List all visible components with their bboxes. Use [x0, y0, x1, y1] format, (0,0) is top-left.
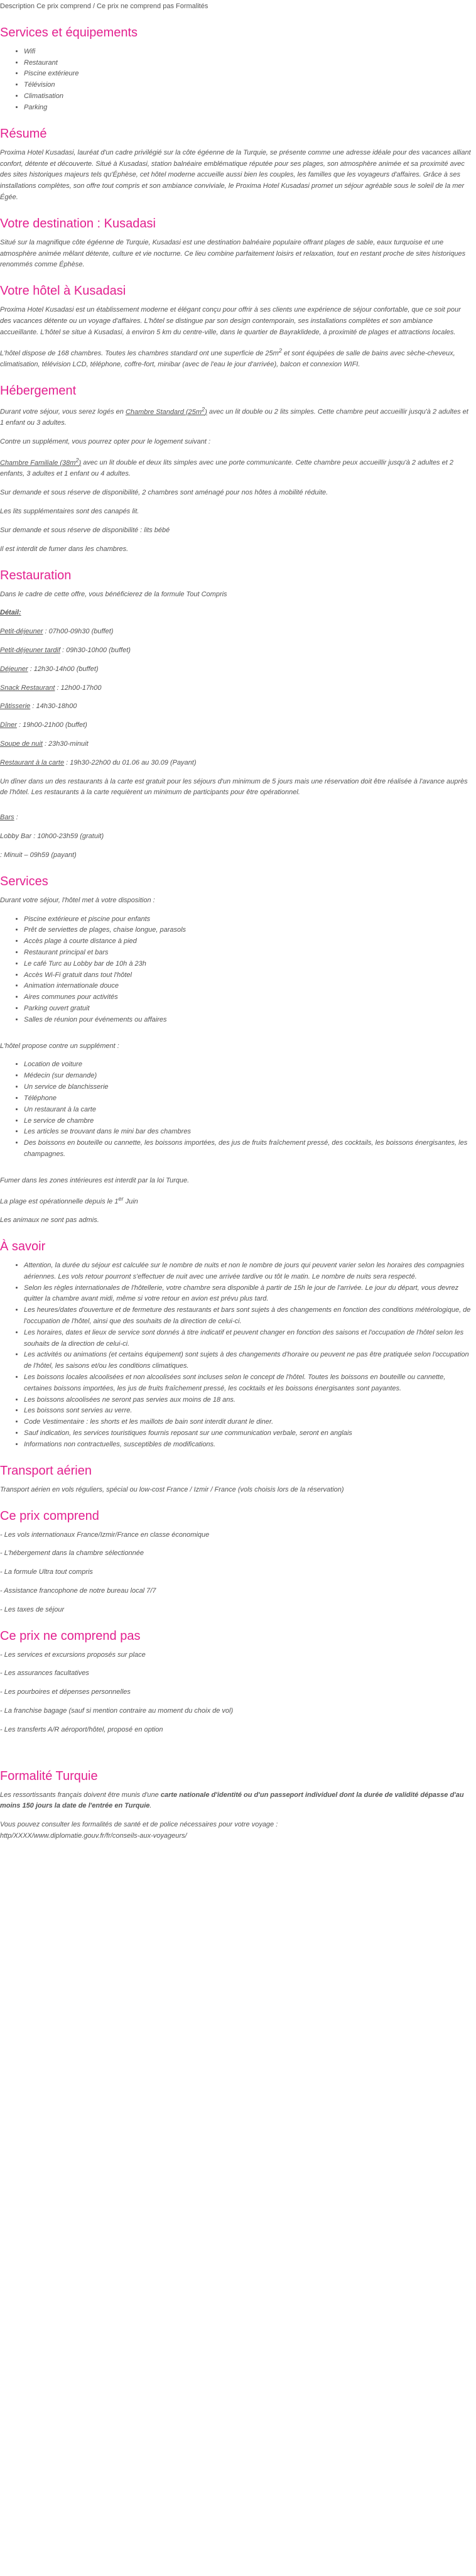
beach-open-text: La plage est opérationnelle depuis le 1er Juin	[0, 1195, 138, 1206]
list-item: • Sauf indication, les services touristiques fournis reposant sur une communication verbale, seront en anglais	[24, 1428, 471, 1439]
list-item: - Les transferts A/R aéroport/hôtel, proposé en option	[0, 1725, 163, 1733]
services2-title: Services	[0, 874, 48, 888]
list-item: • Un restaurant à la carte	[24, 1105, 471, 1116]
list-item: • Code Vestimentaire : les shorts et les maillots de bain sont interdit durant le diner.	[24, 1417, 471, 1428]
list-item: - Les services et excursions proposés sur place	[0, 1651, 146, 1659]
services-list	[0, 46, 471, 114]
list-item: • Accès Wi-Fi gratuit dans tout l'hôtel	[24, 970, 471, 981]
hotel-description: Proxima Hotel Kusadasi est un établissement moderne et élégant conçu pour offrir à ses clients une expérience de séjour confortable, que ce soit pour des vacances détente ou un voyage d'affaires. L'hôtel se distingue par son design contemporain, ses installations complètes et son ambiance accueillante. L'hôtel se situe à Kusadasi, à environ 5 km du centre-ville, dans le quartier de Bayraklidede, à proximité de plages et attractions locales.	[0, 306, 461, 336]
room-family-link[interactable]: Chambre Familiale $(38m^2)$	[0, 457, 82, 467]
a-savoir-title: À savoir	[0, 1239, 46, 1253]
destination-text: Situé sur la magnifique côte égéenne de Turquie, Kusadasi est une destination balnéaire populaire offrant plages de sable, eaux turquoise et une atmosphère animée mêlant détente, culture et vie nocturne. Ce lieu combine parfaitement loisirs et relaxation, tout en restant proche de sites historiques renommés comme Éphèse.	[0, 238, 466, 269]
paid-services-list	[0, 1059, 471, 1160]
prix-comprend-title: Ce prix comprend	[0, 1509, 99, 1523]
list-item: • Le café Turc au Lobby bar de 10h à 23h	[24, 959, 471, 970]
extra-beds-text: Les lits supplémentaires sont des canapés lit.	[0, 508, 139, 516]
list-item: - La formule Ultra tout compris	[0, 1568, 93, 1576]
formalite-text: Les ressortissants français doivent être munis d'une carte nationale d'identité ou d'un passeport individuel dont la durée de validité dépasse d'au moins 150 jours la date de l'entrée en Turquie.	[0, 1791, 464, 1810]
list-item: - Assistance francophone de notre bureau local 7/7	[0, 1586, 156, 1595]
pets-text: Les animaux ne sont pas admis.	[0, 1216, 99, 1225]
diplomatie-link[interactable]: http/XXXX/www.diplomatie.gouv.fr/fr/conseils-aux-voyageurs/	[0, 1832, 187, 1840]
a-savoir-list	[0, 1260, 471, 1451]
list-item: - L'hébergement dans la chambre sélectionnée	[0, 1549, 144, 1558]
restauration-title: Restauration	[0, 568, 72, 582]
room-family-text: Chambre Familiale $(38m^2)$ avec un lit double et deux lits simples avec une porte communicante. Cette chambre peux accueillir jusqu'à 2 adultes et 2 enfants, 3 adultes et 1 enfant ou 4 adultes.	[0, 457, 453, 478]
list-item: • Les heures/dates d'ouverture et de fermeture des restaurants et bars sont sujets à des changements en fonction des conditions métérologique, de l'occupation de l'hôtel, ainsi que des souhaits de la direction de celui-ci.	[24, 1305, 471, 1328]
list-item: • Wifi	[24, 46, 471, 58]
list-item: • Un service de blanchisserie	[24, 1082, 471, 1093]
meal-row: Petit-déjeuner tardif : 09h30-10h00 (buffet)	[0, 646, 131, 654]
supplement-text: Contre un supplément, vous pourrez opter pour le logement suivant :	[0, 438, 211, 446]
hotel-rooms-text: L'hôtel dispose de 168 chambres. Toutes les chambres standard ont une superficie de $25m^2$ et sont équipées de salle de bains avec sèche-cheveux, climatisation, télévision LCD, téléphone, coffre-fort, minibar (avec de l'eau le jour d'arrivée), balcon et connexion WIFI.	[0, 347, 455, 369]
smoking-law-text: Fumer dans les zones intérieures est interdit par la loi Turque.	[0, 1176, 190, 1184]
meal-row: Dîner : 19h00-21h00 (buffet)	[0, 721, 87, 729]
prix-ne-comprend-title: Ce prix ne comprend pas	[0, 1629, 141, 1643]
included-services-list	[0, 914, 471, 1026]
list-item: • Salles de réunion pour événements ou affaires	[24, 1015, 471, 1026]
services2-intro: Durant votre séjour, l'hôtel met à votre disposition :	[0, 896, 155, 904]
services-title: Services et équipements	[0, 25, 138, 40]
list-item: - Les vols internationaux France/Izmir/France en classe économique	[0, 1531, 210, 1539]
list-item: • Piscine extérieure	[24, 68, 471, 80]
baby-beds-text: Sur demande et sous réserve de disponibilité : lits bébé	[0, 526, 170, 534]
hotel-title: Votre hôtel à Kusadasi	[0, 284, 126, 298]
restaurant-note: Un dîner dans un des restaurants à la carte est gratuit pour les séjours d'un minimum de 5 jours mais une réservation doit être réalisée à l'avance auprès de l'hôtel. Les restaurants à la carte requièrent un minimum de participants pour être opérationnel.	[0, 777, 468, 797]
bars-label: Bars :	[0, 814, 18, 822]
list-item: - La franchise bagage (sauf si mention contraire au moment du choix de vol)	[0, 1707, 234, 1715]
list-item: • Médecin (sur demande)	[24, 1071, 471, 1082]
list-item: • Les activités ou animations (et certains équipement) sont sujets à des changements d'horaire ou peuvent ne pas être pratiquée selon l'occupation de l'hôtel, les saisons et/ou les conditions climatiques.	[24, 1350, 471, 1372]
list-item: • Aires communes pour activités	[24, 992, 471, 1003]
list-item: • Les boissons sont servies au verre.	[24, 1405, 471, 1417]
detail-label: Détail:	[0, 609, 21, 617]
transport-title: Transport aérien	[0, 1463, 92, 1478]
transport-text: Transport aérien en vols réguliers, spécial ou low-cost France / Izmir / France (vols choisis lors de la réservation)	[0, 1485, 344, 1493]
restauration-intro: Dans le cadre de cette offre, vous bénéficierez de la formule Tout Compris	[0, 590, 227, 598]
accessibility-text: Sur demande et sous réserve de disponibilité, 2 chambres sont aménagé pour nos hôtes à mobilité réduite.	[0, 489, 328, 497]
list-item: • Animation internationale douce	[24, 981, 471, 992]
meal-row: Soupe de nuit : 23h30-minuit	[0, 740, 89, 748]
list-item: • Prêt de serviettes de plages, chaise longue, parasols	[24, 925, 471, 936]
meal-row: Pâtisserie : 14h30-18h00	[0, 702, 77, 711]
list-item: • Selon les règles internationales de l'hôtellerie, votre chambre sera disponible à partir de 15h le jour de l'arrivée. Le jour du départ, vous devrez quitter la chambre avant midi, même si votre retour en avion est prévu plus tard.	[24, 1283, 471, 1306]
list-item: • Télévision	[24, 80, 471, 91]
list-item: • Téléphone	[24, 1093, 471, 1105]
paid-services-intro: L'hôtel propose contre un supplément :	[0, 1042, 119, 1050]
list-item: • Piscine extérieure et piscine pour enfants	[24, 914, 471, 925]
resume-text: Proxima Hotel Kusadasi, lauréat d'un cadre privilégié sur la côte égéenne de la Turquie, se présente comme une adresse idéale pour des vacances alliant confort, détente et découverte. Situé à Kusadasi, station balnéaire emblématique réputée pour ses plages, son atmosphère animée et sa proximité avec des sites historiques majeurs tels qu'Éphèse, cet hôtel moderne accueille aussi bien les couples, les familles que les voyageurs d'affaires. Grâce à ses installations complètes, son offre tout compris et son ambiance conviviale, le Proxima Hotel Kusadasi promet un séjour agréable sous le soleil de la mer Égée.	[0, 148, 471, 201]
no-smoking-text: Il est interdit de fumer dans les chambres.	[0, 545, 129, 553]
resume-title: Résumé	[0, 126, 47, 141]
list-item: • Parking ouvert gratuit	[24, 1003, 471, 1015]
bar-row: : Minuit – 09h59 (payant)	[0, 851, 77, 859]
formalite-title: Formalité Turquie	[0, 1769, 98, 1783]
list-item: • Location de voiture	[24, 1059, 471, 1071]
list-item: • Des boissons en bouteille ou cannette, les boissons importées, des jus de fruits fraîchement pressé, des cocktails, les boissons énergisantes, les champagnes.	[24, 1138, 471, 1160]
list-item: • Accès plage à courte distance à pied	[24, 936, 471, 947]
list-item: • Les boissons alcoolisées ne seront pas servies aux moins de 18 ans.	[24, 1395, 471, 1406]
destination-title: Votre destination : Kusadasi	[0, 216, 156, 231]
list-item: • Restaurant principal et bars	[24, 947, 471, 959]
list-item: • Les boissons locales alcoolisées et non alcoolisées sont incluses selon le concept de l'hôtel. Toutes les boissons en bouteille ou cannette, certaines boissons importées, les jus de fruits fraîchement pressé, les cocktails et les boissons énergisantes sont payantes.	[24, 1372, 471, 1395]
room-standard-link[interactable]: Chambre Standard $(25m^2)$	[125, 405, 207, 416]
breadcrumb[interactable]: Description Ce prix comprend / Ce prix ne comprend pas Formalités	[0, 3, 208, 10]
meal-row: Petit-déjeuner : 07h00-09h30 (buffet)	[0, 628, 114, 636]
list-item: • Parking	[24, 102, 471, 114]
list-item: • Les horaires, dates et lieux de service sont donnés à titre indicatif et peuvent changer en fonction des saisons et l'occupation de l'hôtel selon les souhaits de la direction de celui-ci.	[24, 1328, 471, 1350]
formalite-link-text: Vous pouvez consulter les formalités de santé et de police nécessaires pour votre voyage : http/XXXX/www.diplomatie.gouv.fr/fr/conseils-aux-voyageurs/	[0, 1821, 278, 1840]
meal-row: Snack Restaurant : 12h00-17h00	[0, 684, 102, 692]
hebergement-title: Hébergement	[0, 383, 77, 398]
meal-row: Restaurant à la carte : 19h30-22h00 du 01.06 au 30.09 (Payant)	[0, 758, 197, 767]
bar-row: Lobby Bar : 10h00-23h59 (gratuit)	[0, 832, 104, 841]
room-standard-text: Durant votre séjour, vous serez logés en Chambre Standard $(25m^2)$ avec un lit double ou 2 lits simples. Cette chambre peut accueillir jusqu'à 2 adultes et 1 enfant ou 3 adultes.	[0, 405, 468, 427]
list-item: • Climatisation	[24, 91, 471, 102]
list-item: • Attention, la durée du séjour est calculée sur le nombre de nuits et non le nombre de jours qui peuvent varier selon les horaires des compagnies aériennes. Les vols retour pourront s'effectuer de nuit avec une arrivée tardive ou tôt le matin. Le nombre de nuits sera respecté.	[24, 1260, 471, 1283]
meal-row: Déjeuner : 12h30-14h00 (buffet)	[0, 665, 99, 673]
list-item: - Les assurances facultatives	[0, 1669, 89, 1678]
list-item: • Informations non contractuelles, susceptibles de modifications.	[24, 1439, 471, 1451]
list-item: • Le service de chambre	[24, 1116, 471, 1127]
list-item: - Les taxes de séjour	[0, 1605, 65, 1613]
list-item: - Les pourboires et dépenses personnelles	[0, 1688, 131, 1696]
list-item: • Restaurant	[24, 58, 471, 69]
list-item: • Les articles se trouvant dans le mini bar des chambres	[24, 1127, 471, 1138]
